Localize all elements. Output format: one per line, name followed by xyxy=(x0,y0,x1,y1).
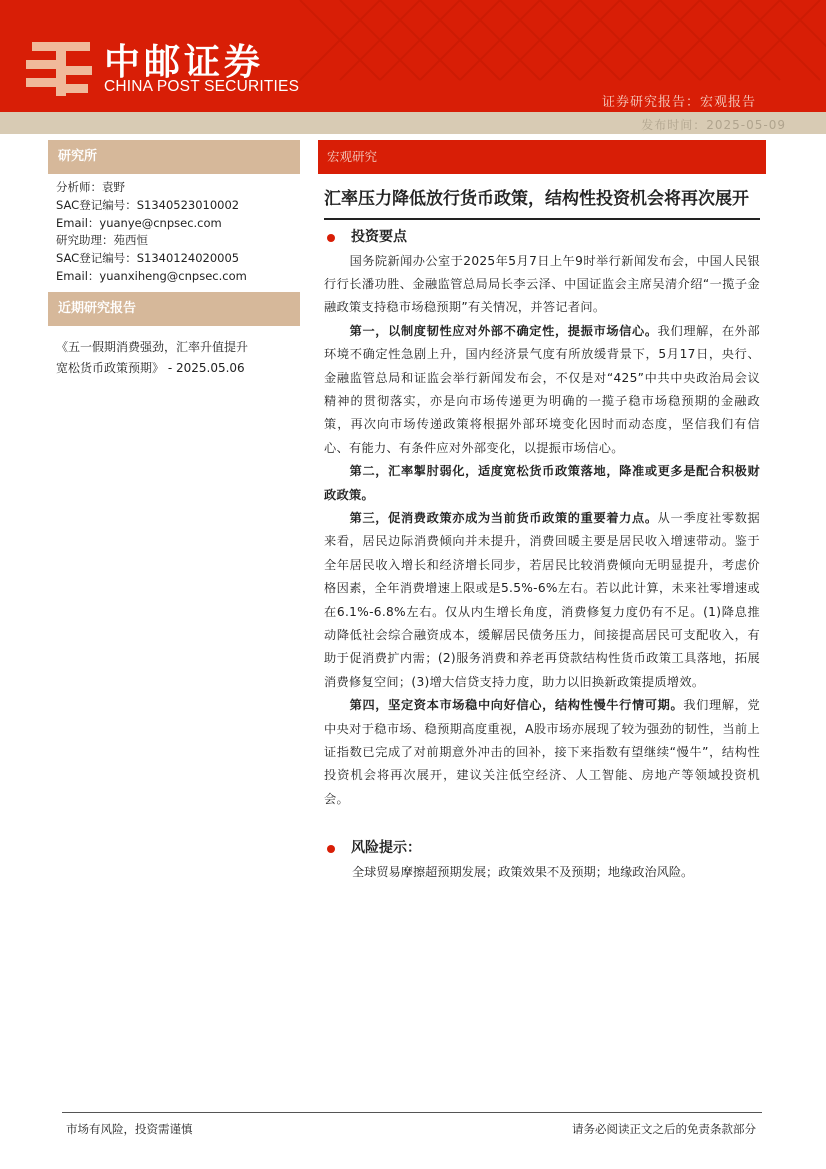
main-content xyxy=(318,140,766,883)
recent-report-line: 《五一假期消费强劲，汇率升值提升 xyxy=(56,339,249,354)
section-heading-text: 投资要点 xyxy=(351,228,407,245)
china-post-logo-icon xyxy=(26,36,96,102)
point-one-text: 我们理解，在外部环境不确定性急剧上升，国内经济景气度有所放缓背景下，5月17日，央行、金融监管总局和证监会举行新闻发布会，不仅是对“425”中共中央政治局会议精神的贯彻落实，亦是向市场传递更为明确的一揽子稳市场稳预期的金融政策，再次向市场传递政策将根据外部环境变化因时而动态度，坚信我们有信心、有能力、有条件应对外部变化，以提振市场信心。 xyxy=(324,323,760,455)
research-institute-heading: 研究所 xyxy=(48,140,300,174)
report-title: 汇率压力降低放行货币政策，结构性投资机会将再次展开 xyxy=(324,189,749,209)
risk-text: 全球贸易摩擦超预期发展；政策效果不及预期；地缘政治风险。 xyxy=(352,865,694,880)
point-four-text: 我们理解，党中央对于稳市场、稳预期高度重视，A股市场亦展现了较为强劲的韧性，当前上证指数已完成了对前期意外冲击的回补，接下来指数有望继续“慢牛”，结构性投资机会将再次展开，建议关注低空经济、人工智能、房地产等领域投资机会。 xyxy=(324,698,760,806)
risk-heading xyxy=(318,835,766,861)
point-two-paragraph xyxy=(324,460,760,507)
logo-chinese-name: 中邮证券 xyxy=(104,42,265,83)
point-one-paragraph xyxy=(324,320,760,460)
point-four-paragraph xyxy=(324,694,760,811)
category-tag: 宏观研究 xyxy=(318,140,766,174)
analyst-email: Email：yuanye@cnpsec.com xyxy=(56,215,222,230)
point-three-lead: 第三，促消费政策亦成为当前货币政策的重要着力点。 xyxy=(349,510,658,525)
logo-english-name: CHINA POST SECURITIES xyxy=(104,78,300,95)
title-divider xyxy=(324,218,760,220)
point-four-lead: 第四，坚定资本市场稳中向好信心，结构性慢牛行情可期。 xyxy=(349,698,684,713)
point-three-text: 从一季度社零数据来看，居民边际消费倾向并未提升，消费回暖主要是居民收入增速带动。鉴于全年居民收入增长和经济增长同步，若居民比较消费倾向无明显提升，考虑价格因素，全年消费增速上限或是5.5%-6%左右。若以此计算，未来社零增速或在6.1%-6.8%左右。仅从内生增长角度，消费修复力度仍有不足。(1)降息推动降低社会综合融资成本，缓解居民债务压力，间接提高居民可支配收入，有助于促消费扩内需；(2)服务消费和养老再贷款结构性货币政策工具落地，拓展消费修复空间；(3)增大信贷支持力度，助力以旧换新政策提质增效。 xyxy=(324,510,760,689)
recent-report-item[interactable] xyxy=(48,326,300,379)
investment-highlights-heading xyxy=(318,224,766,250)
section-heading-text: 风险提示： xyxy=(351,840,421,857)
footer-disclaimer-left: 市场有风险，投资需谨慎 xyxy=(66,1122,193,1136)
analyst-info xyxy=(48,174,300,292)
point-two-lead: 第二，汇率掣肘弱化，适度宽松货币政策落地，降准或更多是配合积极财政政策。 xyxy=(324,464,760,502)
bullet-dot-icon xyxy=(327,845,335,853)
sidebar xyxy=(48,140,300,379)
analyst-sac-number: SAC登记编号：S1340523010002 xyxy=(56,197,240,212)
assistant-sac-number: SAC登记编号：S1340124020005 xyxy=(56,251,240,266)
assistant-email: Email：yuanxiheng@cnpsec.com xyxy=(56,268,247,283)
analyst-name: 分析师：袁野 xyxy=(56,180,125,194)
point-three-paragraph xyxy=(324,507,760,694)
bullet-dot-icon xyxy=(327,234,335,242)
intro-paragraph: 国务院新闻办公室于2025年5月7日上午9时举行新闻发布会，中国人民银行行长潘功胜、金融监管总局局长李云泽、中国证监会主席吴清介绍“一揽子金融政策支持稳市场稳预期”有关情况，并答记者问。 xyxy=(324,253,760,315)
publish-date: 发布时间：2025-05-09 xyxy=(641,118,786,132)
report-body xyxy=(324,250,760,812)
recent-report-line: 宽松货币政策预期》 - 2025.05.06 xyxy=(56,360,245,375)
report-type-label: 证券研究报告：宏观报告 xyxy=(601,95,756,110)
point-one-lead: 第一，以制度韧性应对外部不确定性，提振市场信心。 xyxy=(349,323,658,338)
footer-divider xyxy=(62,1112,762,1113)
assistant-name: 研究助理：苑西恒 xyxy=(56,233,148,248)
footer-disclaimer-right: 请务必阅读正文之后的免责条款部分 xyxy=(572,1122,756,1136)
recent-reports-heading: 近期研究报告 xyxy=(48,292,300,326)
